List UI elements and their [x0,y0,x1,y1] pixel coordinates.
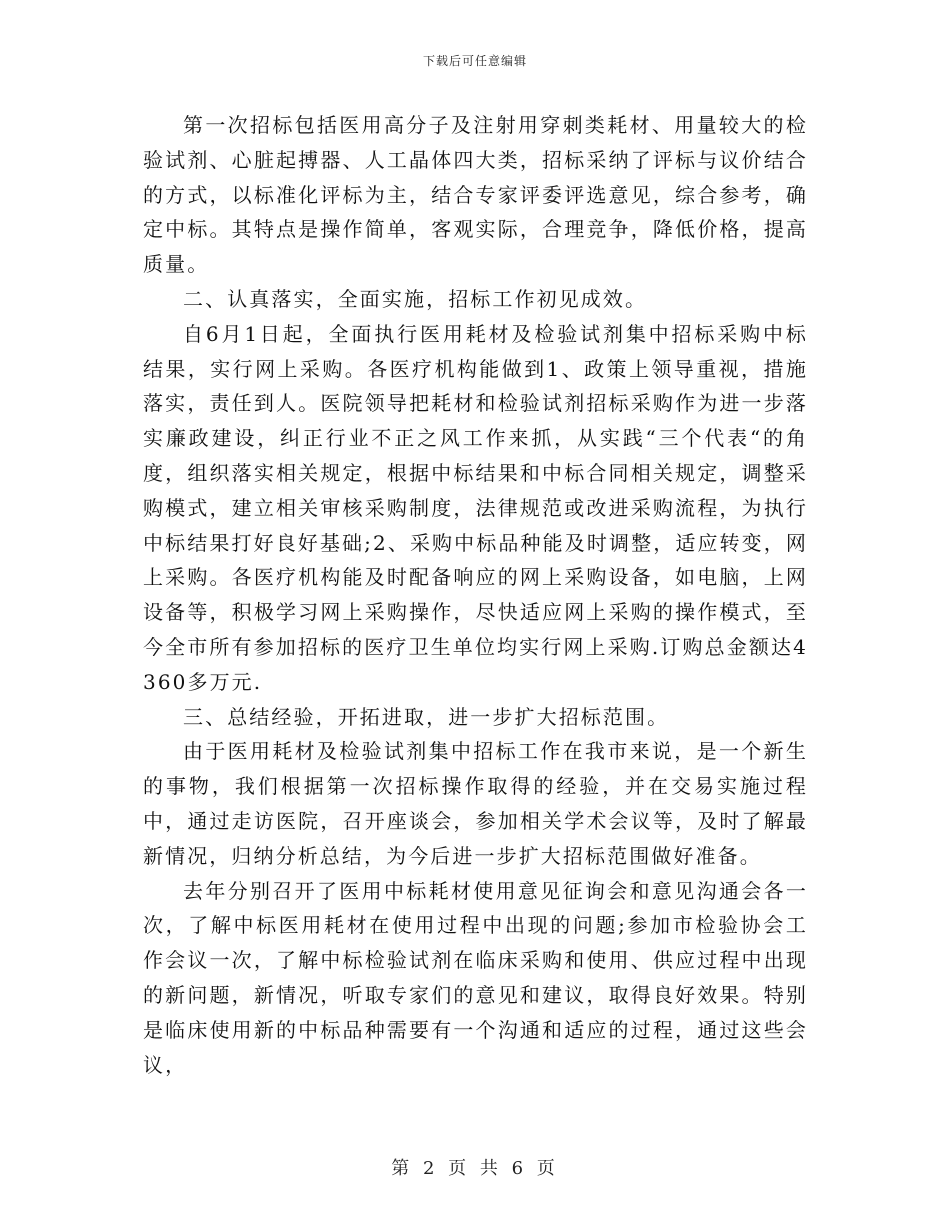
page-number-footer: 第 2 页 共 6 页 [391,1158,559,1179]
section-heading-3: 三、总结经验，开拓进取，进一步扩大招标范围。 [183,704,670,729]
paragraph-summary: 由于医用耗材及检验试剂集中招标工作在我市来说，是一个新生的事物，我们根据第一次招标操作取得的经验，并在交易实施过程中，通过走访医院，召开座谈会，参加相关学术会议等，及时了解最新情况，归纳分析总结，为今后进一步扩大招标范围做好准备。 [143,739,808,868]
paragraph-implementation: 自6月1日起，全面执行医用耗材及检验试剂集中招标采购中标结果，实行网上采购。各医疗机构能做到1、政策上领导重视，措施落实，责任到人。医院领导把耗材和检验试剂招标采购作为进一步落实廉政建设，纠正行业不正之风工作来抓，从实践“三个代表“的角度，组织落实相关规定，根据中标结果和中标合同相关规定，调整采购模式，建立相关审核采购制度，法律规范或改进采购流程，为执行中标结果打好良好基础;2、采购中标品种能及时调整，适应转变，网上采购。各医疗机构能及时配备响应的网上采购设备，如电脑，上网设备等，积极学习网上采购操作，尽快适应网上采购的操作模式，至今全市所有参加招标的医疗卫生单位均实行网上采购.订购总金额达4360多万元. [143,321,808,694]
section-heading-2: 二、认真落实，全面实施，招标工作初见成效。 [183,286,648,311]
document-body [143,108,808,1082]
paragraph-first-bidding: 第一次招标包括医用高分子及注射用穿刺类耗材、用量较大的检验试剂、心脏起搏器、人工晶体四大类，招标采纳了评标与议价结合的方式，以标准化评标为主，结合专家评委评选意见，综合参考，确定中标。其特点是操作简单，客观实际，合理竞争，降低价格，提高质量。 [143,113,808,277]
paragraph-meetings: 去年分别召开了医用中标耗材使用意见征询会和意见沟通会各一次，了解中标医用耗材在使用过程中出现的问题;参加市检验协会工作会议一次，了解中标检验试剂在临床采购和使用、供应过程中出现的新问题，新情况，听取专家们的意见和建议，取得良好效果。特别是临床使用新的中标品种需要有一个沟通和适应的过程，通过这些会议， [143,878,808,1077]
page-header: 下载后可任意编辑 [422,54,527,68]
